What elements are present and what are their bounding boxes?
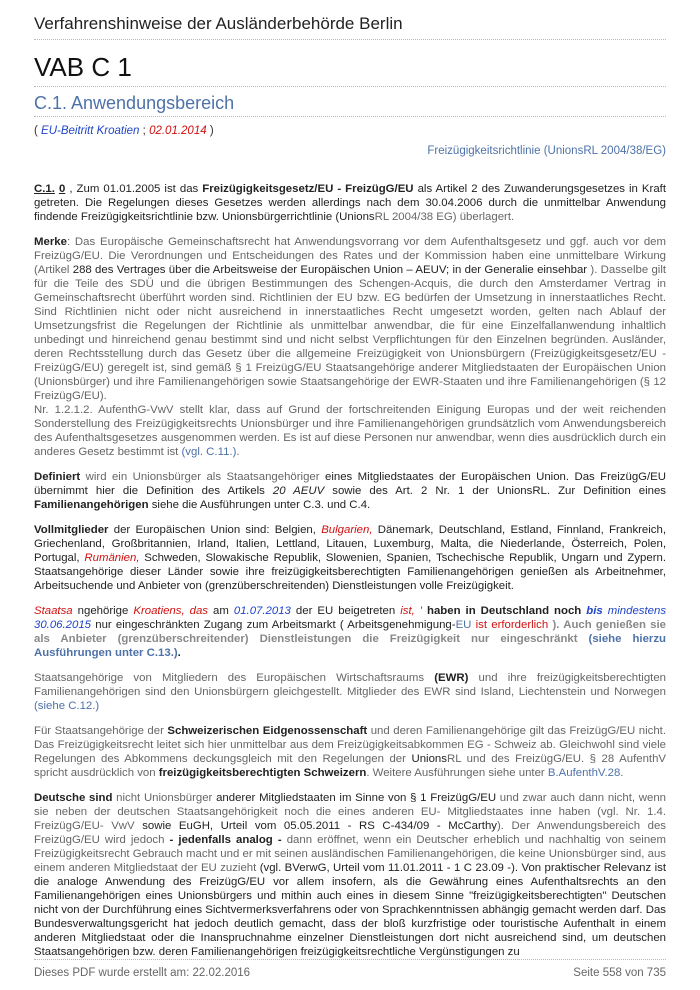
text: ngehörige (72, 605, 134, 617)
text: RL und des FreizügG/EU. § 28 AufenthV spricht ausdrücklich von (34, 753, 667, 779)
page-footer (34, 967, 666, 979)
title-divider (34, 86, 666, 87)
text: (EWR) (434, 672, 469, 684)
text: am (208, 605, 234, 617)
link-c11[interactable]: (vgl. C.11.) (181, 446, 237, 458)
header-divider (34, 39, 666, 40)
amend-date: 02.01.2014 (149, 125, 207, 137)
amendment-note (34, 125, 214, 137)
text: Nr. 1.2.1.2. AufenthG-VwV stellt klar, dass auf Grund der fortschreitenden Einigung Europas und der weit reichenden Sonderstellung des Freizügigkeitsrechts Unionsbürger und ihre Familienangehörigen grundsätzlich vom Anwendungsbereich des Aufenthaltsgesetzes ausgenommen werden. Es ist auf diese Personen nur anwendbar, wenn dies ausdrücklich durch ein anderes Gesetz bestimmt ist (34, 404, 666, 458)
paragraph-merke (34, 235, 666, 459)
amend-link[interactable]: EU-Beitritt Kroatien (41, 125, 140, 137)
section-divider (34, 116, 666, 117)
text: . (620, 767, 624, 779)
text: EU (455, 619, 472, 631)
text: Merke (34, 236, 67, 248)
text: Für Staatsangehörige der (34, 725, 168, 737)
text: bis (586, 605, 603, 617)
text: haben in Deutschland noch (421, 605, 587, 617)
section-subnumber: 0 (58, 183, 66, 195)
text: nur eingeschränkten Zugang zum Arbeitsmarkt ( Arbeitsgenehmigung- (91, 619, 456, 631)
text: Bulgarien, (321, 524, 373, 536)
text: 20 AEUV (272, 485, 325, 497)
text: - jedenfalls analog - (169, 834, 282, 846)
text: anderer Mitgliedstaaten im Sinne von § 1 FreizügG/EU (216, 792, 497, 804)
text: 01.07.2013 (233, 605, 291, 617)
text: ). Dasselbe gilt für die Teile des SDÜ und die übrigen Bestimmungen des Schengen-Acquis, die durch den Amsterdamer Vertrag in Gemeinschaftsrecht überführt worden sind. Richtlinien der EU bzw. EG bedürfen der Umsetzung in innerstaatliches Recht. Sind Richtlinien nicht oder nicht ausreichend in innerstaatliches Recht umgesetzt worden, gelten nach Ablauf der Umsetzungsfrist die Regelungen der Richtlinie als unmittelbar anwendbar, die für eine Einzelfallanwendung inhaltlich unbedingt und hinreichend genau bestimmt sind und nicht selbst Verpflichtungen für den Einzelnen begründen. Ausländer, deren Rechtsstellung durch das Gesetz über die allgemeine Freizügigkeit von Unionsbürgern (Freizügigkeitsgesetz/EU - FreizügG/EU) geregelt ist, sind gemäß § 1 FreizügG/EU Staatsangehörige anderer Mitgliedstaaten der Europäischen Union (Unionsbürger) und ihre Familienangehörigen sowie Staatsangehörige der EWR-Staaten und ihre Familienangehörigen (§ 12 FreizügG/EU). (34, 264, 667, 402)
text: 288 des Vertrages über die Arbeitsweise der Europäischen Union – AEUV; in der Generalie einsehbar (72, 264, 588, 276)
text: Kroatiens, das (133, 605, 209, 617)
text: und deren Familienangehörige gilt das FreizügG/EU nicht. Das Freizügigkeitsrecht leitet sich hier unmittelbar aus dem Freizügigkeitsabkommen EG - Schweiz ab. Gleichwohl sind viele Regelungen des Abkommens deckungsgleich mit den Regelungen der (34, 725, 667, 765)
site-title: Verfahrenshinweise der Ausländerbehörde Berlin (34, 14, 403, 33)
text: Schweden, Slowakische Republik, Slowenien, Spanien, Tschechische Republik, Ungarn und Zypern. Staatsangehörige dieser Länder sowie ihre freizügigkeitsberechtigten Familienangehörigen genießen als Arbeitnehmer, Arbeitsuchende und Anbieter von (grenzüberschreitenden) Dienstleistungen volle Freizügigkeit. (34, 552, 666, 592)
link-c12[interactable]: (siehe C.12.) (34, 700, 100, 712)
text: Vollmitglieder (34, 524, 109, 536)
text: Familienangehörigen (34, 499, 149, 511)
paragraph-switzerland (34, 724, 666, 780)
text: sowie EuGH, Urteil vom 05.05.2011 - RS C-434/09 - McCarthy (142, 820, 497, 832)
text: nicht Unionsbürger (112, 792, 217, 804)
text: . Weitere Ausführungen siehe unter (366, 767, 548, 779)
text: , Zum 01.01.2005 ist das (65, 183, 203, 195)
text: Deutsche (34, 792, 86, 804)
text: ist erforderlich (471, 619, 553, 631)
created-date: Dieses PDF wurde erstellt am: 22.02.2016 (34, 967, 251, 979)
amend-close: ) (206, 125, 214, 137)
text: freizügigkeitsberechtigten Schweizern (158, 767, 367, 779)
amend-sep: ; (139, 125, 150, 137)
reference-link[interactable]: Freizügigkeitsrichtlinie (UnionsRL 2004/38/EG) (427, 145, 666, 157)
text: (vgl. BVerwG, Urteil vom 11.01.2011 - 1 C 23.09 -). Von praktischer Relevanz ist die analoge Anwendung des FreizügG/EU vor allem insofern, als die Gewährung eines Aufenthaltsrechts an den Familienangehörigen eines Unionsbürgers und mithin auch eines in diesem Sinne "freizügigkeitsberechtigten" Deutschen nicht von der Durchführung eines Sichtvermerksverfahrens oder von Sprachkenntnissen abhängig gemacht werden darf. Das Bundesverwaltungsgericht hat jedoch deutlich gemacht, dass der bloß kurzfristige oder touristische Aufenthalt in einem anderen Mitgliedstaat oder die Inanspruchnahme einzelner Dienstleistungen dort nicht ausreichend sind, um deutschen Staatsangehörigen bzw. deren Familienangehörigen freizügigkeitsrechtliche Vergünstigungen zu (34, 862, 666, 958)
text: Unions (411, 753, 447, 765)
paragraph-definition (34, 470, 666, 512)
text: Staatsa (34, 605, 73, 617)
amend-open: ( (34, 125, 42, 137)
text: . (236, 446, 240, 458)
document-body (34, 182, 666, 970)
text: RL 2004/38 EG) überlagert. (374, 211, 515, 223)
section-number: C.1. (34, 183, 55, 195)
text: siehe die Ausführungen unter C.3. und C.4. (148, 499, 371, 511)
text: als Artikel 2 des Zuwanderungsgesetzes in Kraft getreten. Die Regelungen dieses Gesetzes werden allerdings nach dem 30.04.2006 durch die unmittelbar Anwendung findende Freizügigkeitsrichtlinie (34, 183, 666, 223)
text: der Europäischen Union sind: Belgien, (108, 524, 322, 536)
text: Dänemark, Deutschland, Estland, Finnland, Frankreich, Griechenland, Großbritannien, Irland, Italien, Lettland, Litauen, Luxemburg, Malta, die Niederlande, Österreich, Polen, Portugal, (34, 524, 666, 564)
text: dann eröffnet, wenn ein Deutscher erheblich und nachhaltig von seinem Freizügigkeitsrecht Gebrauch macht und er mit seinen ausländischen Familienangehörigen, die keine Unionsbürger sind, aus einem anderen Mitgliedstaat der EU zuzieht (34, 834, 666, 874)
page-number: Seite 558 von 735 (573, 967, 666, 979)
text: mindestens 30.06.2015 (34, 605, 667, 631)
text: ). Auch genießen sie als Anbieter (grenzüberschreitender) Dienstleistungen die Freizügigkeit nur eingeschränkt (34, 619, 666, 645)
text: ). Der Anwendungsbereich des FreizügG/EU wird jedoch (34, 820, 666, 846)
text: Rumänien, (84, 552, 140, 564)
footer-divider (34, 959, 666, 960)
paragraph-members (34, 523, 666, 593)
section-title: C.1. Anwendungsbereich (34, 93, 235, 113)
text: ist, ' (400, 605, 422, 617)
link-c13[interactable]: (siehe hierzu Ausführungen unter C.13.) (34, 633, 666, 659)
paragraph-intro (34, 182, 666, 224)
text: Staatsangehörige von Mitgliedern des Europäischen Wirtschaftsraums (34, 672, 435, 684)
text: Schweizerischen Eidgenossenschaft (167, 725, 368, 737)
paragraph-croatia (34, 604, 666, 660)
text: . (177, 647, 181, 659)
text: und zwar auch dann nicht, wenn sie neben der deutschen Staatsangehörigkeit noch die eines anderen EU- Mitgliedstaates inne haben (vgl. Nr. 1.4. FreizügG/EU- VwV (34, 792, 667, 832)
text: eines Mitgliedstaates der Europäischen Union. Das FreizügG/EU übernimmt hier die Definition des Artikels (34, 471, 667, 497)
text: wird ein Unionsbürger als Staatsangehöriger (80, 471, 325, 483)
paragraph-germans (34, 791, 666, 959)
text: bzw. Unionsbürgerrichtlinie (Unions (196, 211, 375, 223)
page-title: VAB C 1 (34, 52, 132, 82)
text: sind (85, 792, 113, 804)
text: Freizügigkeitsgesetz/EU - FreizügG/EU (202, 183, 414, 195)
text: sowie des Art. 2 Nr. 1 der UnionsRL. Zur Definition eines (324, 485, 666, 497)
link-aufenthv28[interactable]: B.AufenthV.28 (547, 767, 621, 779)
paragraph-ewr (34, 671, 666, 713)
text: und ihre freizügigkeitsberechtigten Familienangehörigen sind den Unionsbürgern gleichgestellt. Mitglieder des EWR sind Island, Liechtenstein und Norwegen (34, 672, 666, 698)
text: Definiert (34, 471, 81, 483)
text: der EU beigetreten (290, 605, 401, 617)
text: : Das Europäische Gemeinschaftsrecht hat Anwendungsvorrang vor dem Aufenthaltsgesetz und ggf. auch vor dem FreizügG/EU. Die Verordnungen und Entscheidungen des Rates und der Kommission haben eine unmittelbare Wirkung (Artikel (34, 236, 666, 276)
